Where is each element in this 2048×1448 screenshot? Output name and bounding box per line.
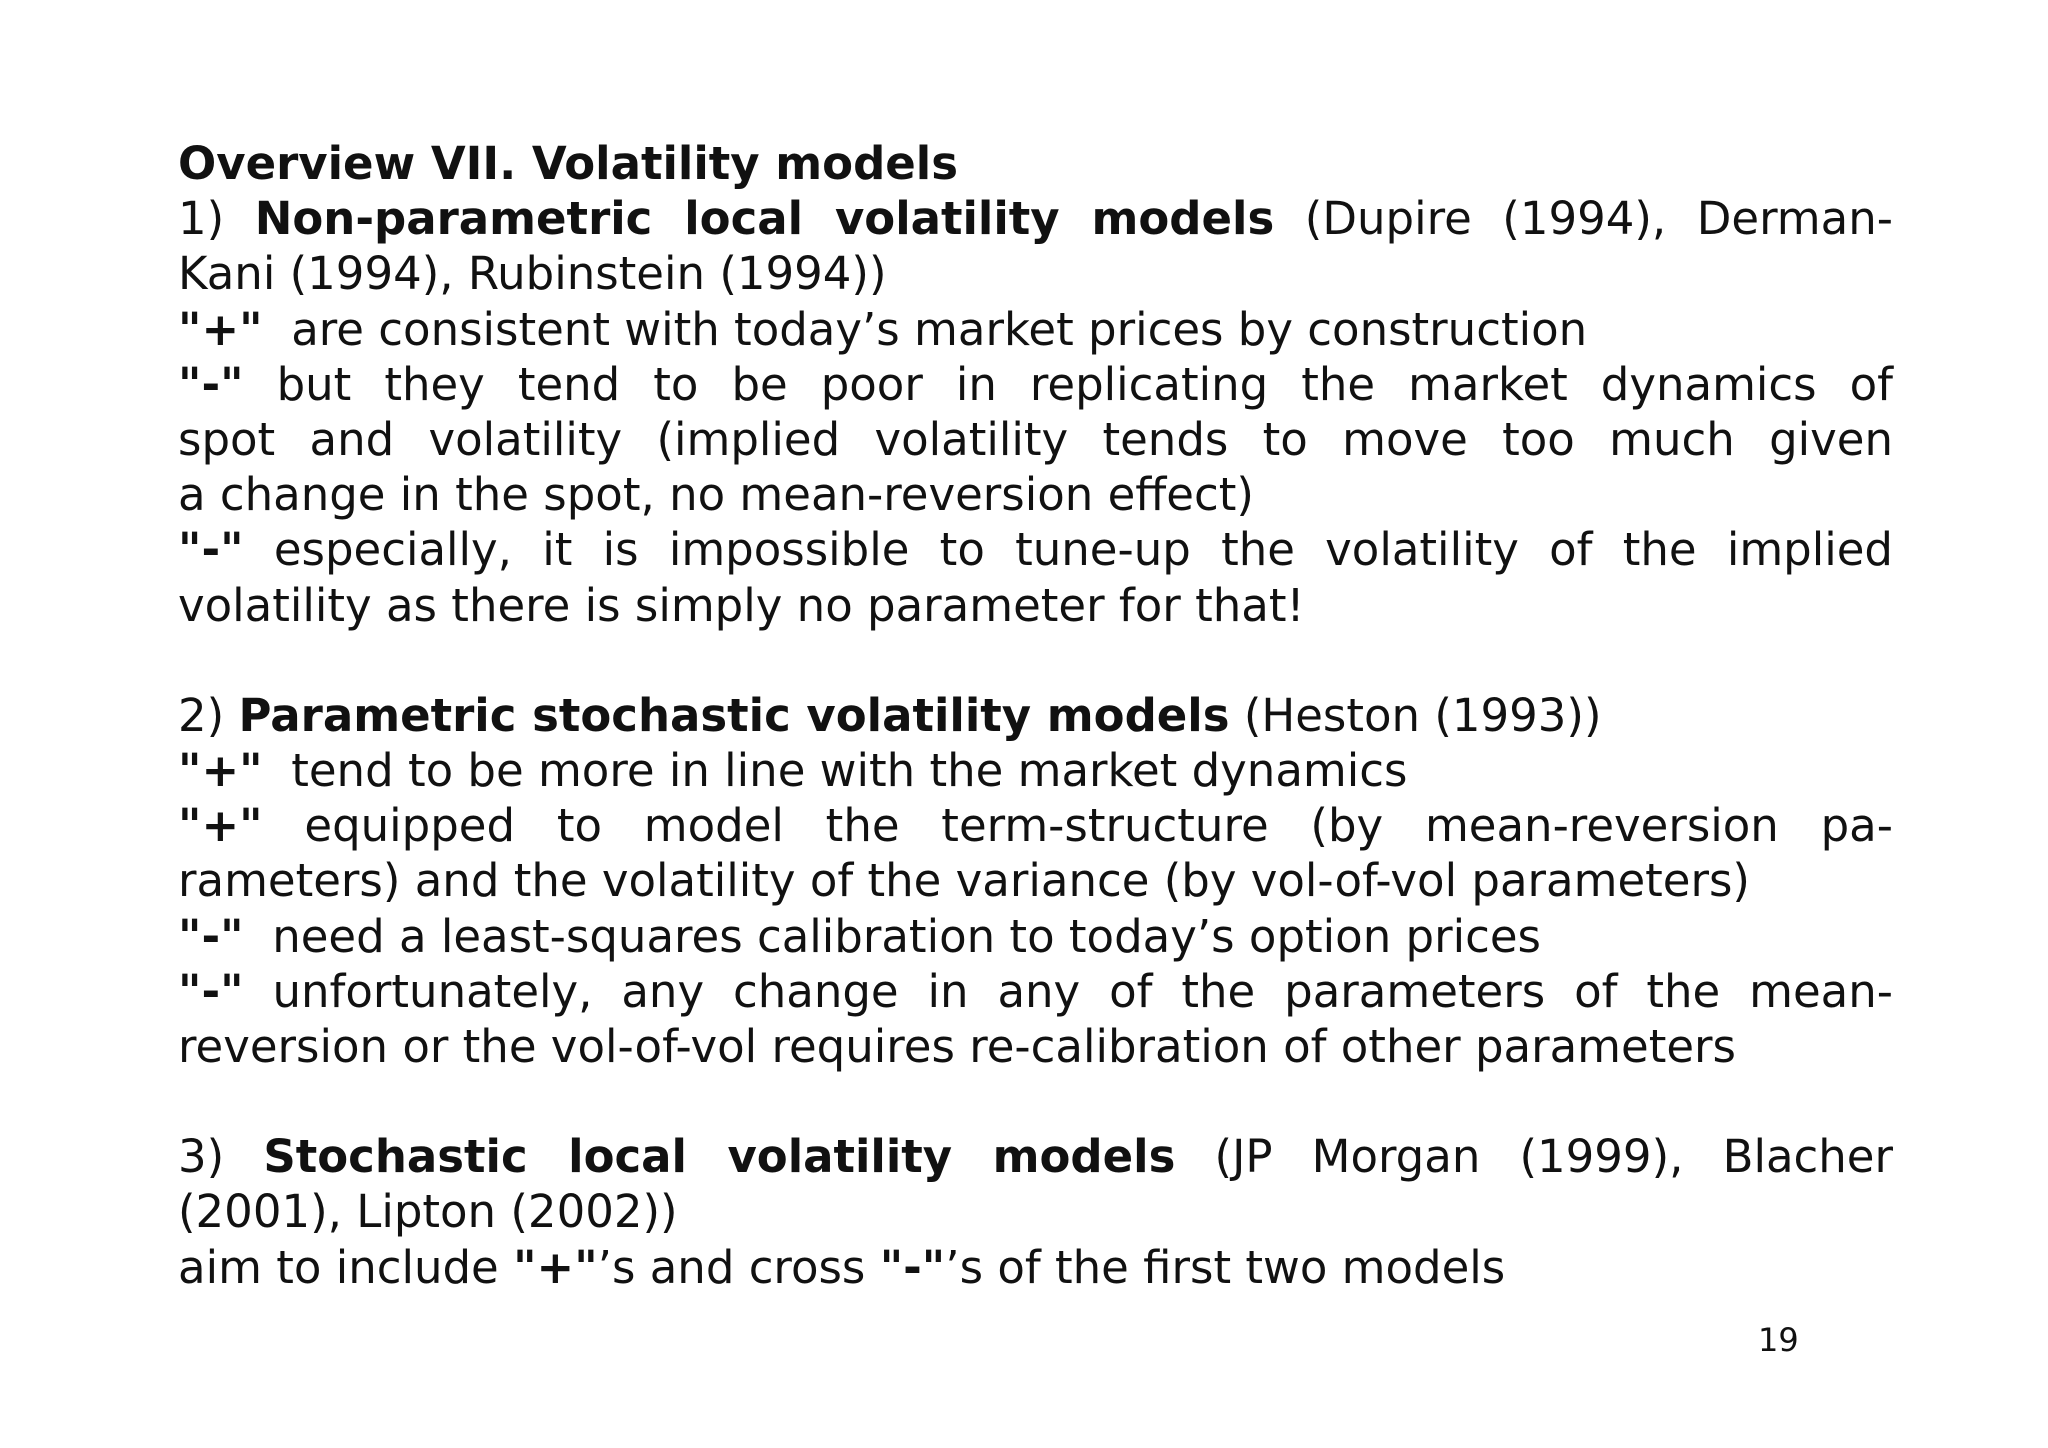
section2-item-4 (178, 964, 1893, 1019)
item-text: need a least-squares calibration to today’s option prices (272, 909, 1541, 963)
section2-refs: (Heston (1993)) (1243, 688, 1602, 742)
section2-number: 2) (178, 688, 225, 742)
item-text: especially, it is impossible to tune-up the volatility of the implied (273, 523, 1893, 577)
section3-summary (178, 1240, 1893, 1295)
section2-heading-line (178, 688, 1893, 743)
section3-heading: Stochastic local volatility models (263, 1130, 1176, 1184)
section3-number: 3) (178, 1130, 225, 1184)
minus-sign: "-" (178, 909, 244, 963)
item-text: tend to be more in line with the market dynamics (291, 744, 1408, 798)
item-text: but they tend to be poor in replicating the market dynamics of (276, 357, 1893, 411)
summary-text: ’s and cross (597, 1240, 866, 1294)
section3-heading-line (178, 1129, 1893, 1184)
section3-refs-line1: (JP Morgan (1999), Blacher (1214, 1130, 1893, 1184)
minus-sign: "-" (178, 964, 244, 1018)
section2-item-1 (178, 743, 1893, 798)
section2-item-2-cont: rameters) and the volatility of the variance (by vol-of-vol parameters) (178, 854, 1750, 908)
section2-item-2 (178, 798, 1893, 853)
section1-item-2-cont: spot and volatility (implied volatility tends to move too much given (178, 413, 1893, 467)
section2-item-4-cont: reversion or the vol-of-vol requires re-calibration of other parameters (178, 1020, 1736, 1074)
section-gap (178, 1074, 1893, 1129)
section1-number: 1) (178, 192, 225, 246)
page-number: 19 (1758, 1321, 1799, 1359)
slide-content (178, 136, 1893, 1295)
plus-sign: "+" (178, 799, 263, 853)
item-text: unfortunately, any change in any of the parameters of the mean- (272, 964, 1893, 1018)
section1-refs-line1: (Dupire (1994), Derman- (1304, 192, 1893, 246)
section1-item-2-cont: a change in the spot, no mean-reversion effect) (178, 468, 1254, 522)
item-text: are consistent with today’s market prices by construction (291, 302, 1588, 356)
summary-text: aim to include (178, 1240, 499, 1294)
section1-item-1 (178, 302, 1893, 357)
section3-refs-line2: (2001), Lipton (2002)) (178, 1185, 678, 1239)
section1-refs-line2: Kani (1994), Rubinstein (1994)) (178, 247, 887, 301)
minus-sign: "-" (178, 357, 244, 411)
item-text: equipped to model the term-structure (by mean-reversion pa- (304, 799, 1893, 853)
section2-item-3 (178, 909, 1893, 964)
page-title: Overview VII. Volatility models (178, 137, 959, 190)
section1-heading: Non-parametric local volatility models (254, 192, 1275, 246)
section2-heading: Parametric stochastic volatility models (238, 688, 1230, 742)
section1-item-2 (178, 357, 1893, 412)
plus-sign: "+" (178, 744, 263, 798)
section1-heading-line (178, 191, 1893, 246)
minus-sign: "-" (178, 523, 244, 577)
section-gap (178, 633, 1893, 688)
section1-item-3-cont: volatility as there is simply no parameter for that! (178, 578, 1305, 632)
plus-sign: "+" (513, 1240, 598, 1294)
section1-item-3 (178, 522, 1893, 577)
minus-sign: "-" (879, 1240, 946, 1294)
plus-sign: "+" (178, 302, 263, 356)
summary-text: ’s of the first two models (945, 1240, 1506, 1294)
